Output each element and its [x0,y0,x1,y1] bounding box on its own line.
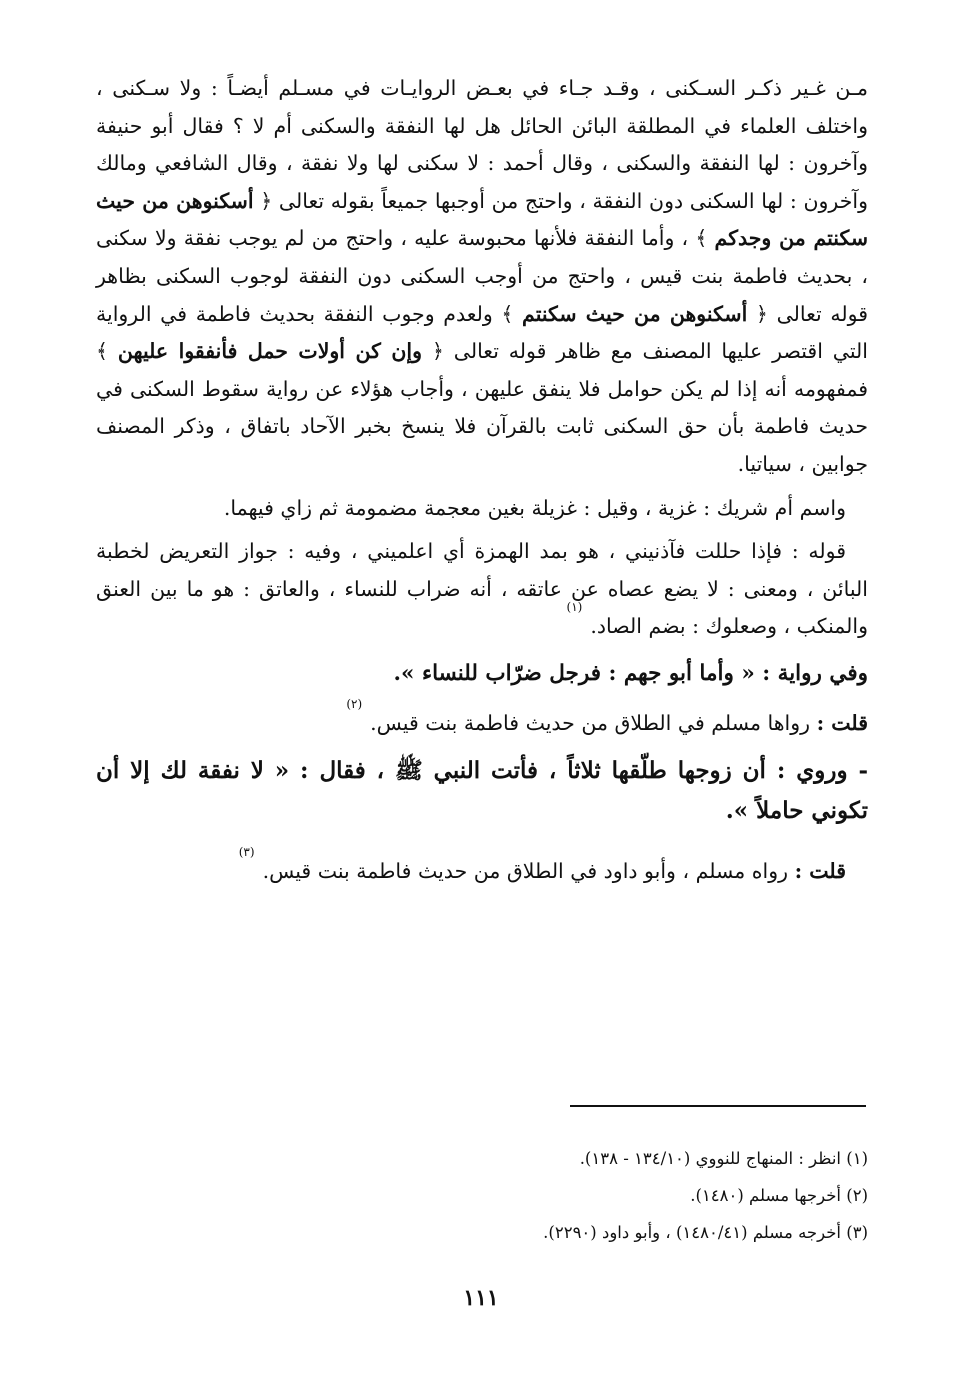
paragraph-qultu-1: قلت : رواها مسلم في الطلاق من حديث فاطمة بنت قيس.$^{(٢)}$ [346,696,868,735]
page-number: ١١١ [463,1285,499,1311]
quran-quote: أسكنوهن من حيث سكنتم [522,301,748,326]
paragraph-name-note: واسم أم شريك : غزية ، وقيل : غزيلة بغين معجمة مضمومة ثم زاي فيهما. [223,495,846,520]
main-text [96,70,868,894]
footnote-ref: (٢) [346,696,363,711]
footnote-2: (٢) أخرجها مسلم (١٤٨٠). [690,1186,868,1205]
paragraph-qultu-2: قلت : رواه مسلم ، وأبو داود في الطلاق من حديث فاطمة بنت قيس.$^{(٣)}$ [238,845,846,884]
paragraph-narration: وفي رواية : « وأما أبو جهم : فرجل ضرّاب للنساء ». [393,660,868,686]
footnote-ref: (١) [566,600,583,615]
footnote-divider [570,1105,866,1107]
paragraph-explanation: قوله : فإذا حللت فآذنيني ، هو بمد الهمزة أي اعلميني ، وفيه : جواز التعريض لخطبة البائن ، ومعنى : لا يضع عصاه عن عاتقه ، أنه ضراب للنساء ، والعاتق : هو ما بين العنق والمنكب ، وصعلوك : بضم الصاد.$^{(١)}$ [96,539,868,639]
footnote-1: (١) انظر : المنهاج للنووي (١٣٤/١٠ - ١٣٨). [579,1149,868,1168]
quran-quote: وإن كن أولات حمل فأنفقوا عليهن [117,339,422,364]
footnote-3: (٣) أخرجه مسلم (١٤٨٠/٤١) ، وأبو داود (٢٢٩٠). [543,1223,868,1242]
paragraph-hadith: - وروي : أن زوجها طلّقها ثلاثاً ، فأتت النبي ﷺ ، فقال : « لا نفقة لك إلا أن تكوني حاملاً ». [96,757,868,825]
footnote-ref: (٣) [238,845,255,860]
quran-quote: أسكنوهن من حيث سكنتم من وجدكم [96,188,868,251]
paragraph-commentary: مـن غـير ذكـر السـكنى ، وقـد جـاء في بعـض الروايـات في مسـلم أيضـاً : ولا سـكنى ، واختلف العلماء في المطلقة البائن الحائل هل لها النفقة والسكنى أم لا ؟ فقال أبو حنيفة وآخرون : لها النفقة والسكنى ، وقال أحمد : لا سكنى لها ولا نفقة ، وقال الشافعي ومالك وآخرون : لها السكنى دون النفقة ، واحتج من أوجبها جميعاً بقوله تعالى ﴿ أسكنوهن من حيث سكنتم من وجدكم ﴾ ، وأما النفقة فلأنها محبوسة عليه ، واحتج من لم يوجب نفقة ولا سكنى ، بحديث فاطمة بنت قيس ، واحتج من أوجب السكنى دون النفقة لوجوب السكنى بظاهر قوله تعالى ﴿ أسكنوهن من حيث سكنتم ﴾ ولعدم وجوب النفقة بحديث فاطمة في الرواية التي اقتصر عليها المصنف مع ظاهر قوله تعالى ﴿ وإن كن أولات حمل فأنفقوا عليهن ﴾ فمفهومه أنه إذا لم يكن حوامل فلا ينفق عليهن ، وأجاب هؤلاء عن رواية سقوط السكنى في حديث فاطمة بأن حق السكنى ثابت بالقرآن فلا ينسخ بخبر الآحاد باتفاق ، وذكر المصنف جوابين ، سياتيا. [96,76,868,476]
footnotes [96,1140,868,1251]
